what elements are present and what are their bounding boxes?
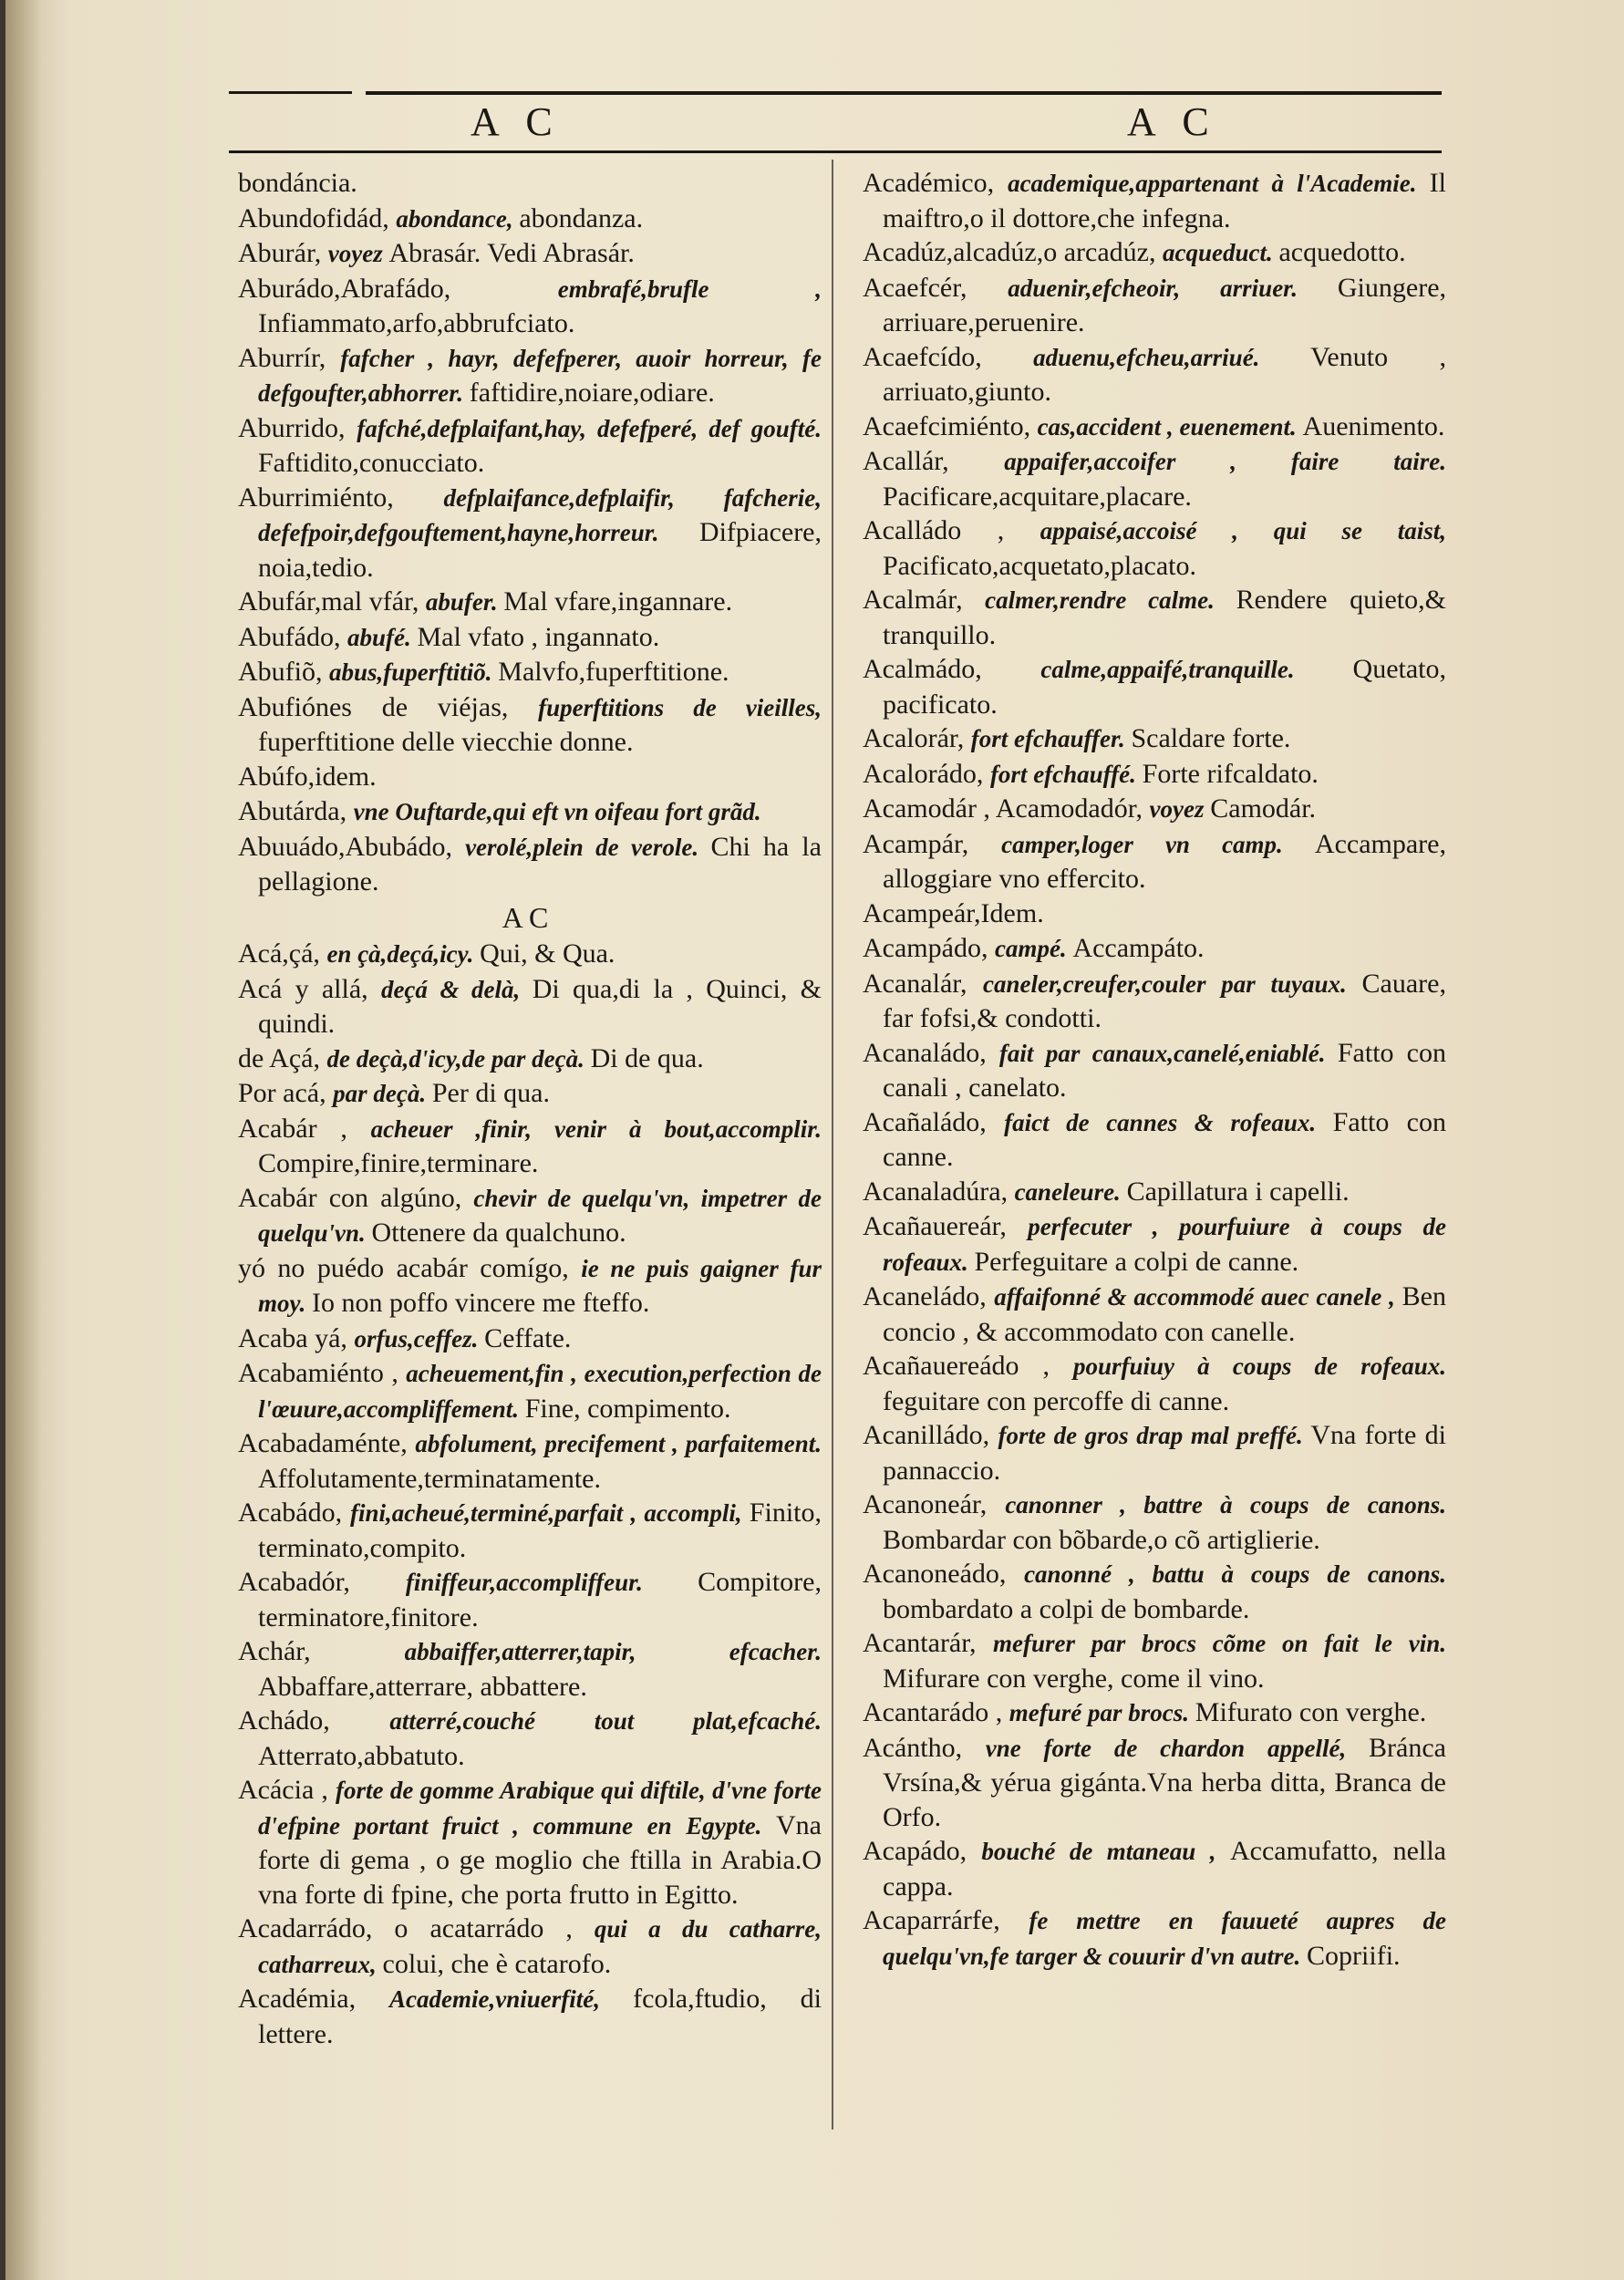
headword: Académia,: [238, 1984, 390, 2014]
dictionary-entry: [229, 1112, 822, 1181]
french-gloss: abufé.: [347, 623, 418, 651]
italian-gloss: Io non poffo vincere me fteffo.: [311, 1288, 650, 1318]
french-gloss: abondance,: [396, 204, 520, 233]
italian-gloss: Infiammato,arfo,abbrufciato.: [258, 308, 575, 338]
italian-gloss: Camodár.: [1210, 793, 1317, 824]
dictionary-entry: [229, 236, 822, 272]
headword: Abufiónes de viéjas,: [238, 691, 539, 722]
dictionary-entry: [853, 1349, 1446, 1418]
headword: Abufiõ,: [238, 657, 329, 687]
italian-gloss: Faftidito,conucciato.: [258, 448, 485, 478]
dictionary-entry: [229, 1042, 822, 1077]
dictionary-entry: [853, 409, 1446, 445]
italian-gloss: Qui, & Qua.: [480, 938, 615, 969]
headword: Aburrimiénto,: [238, 482, 444, 513]
french-gloss: forte de gomme Arabique qui diftile, d'vne forte d'efpine portant fruict , commune en Egypte.: [258, 1777, 822, 1840]
headword: Acaefcimiénto,: [863, 410, 1038, 441]
italian-gloss: Ben concio , & accommodato con canelle.: [883, 1281, 1446, 1347]
headword: Acalorár,: [863, 723, 971, 753]
italian-gloss: Giungere, arriuare,peruenire.: [883, 272, 1447, 337]
headword: Acampár,: [863, 828, 1002, 859]
headword: Acanaládo,: [863, 1037, 999, 1068]
left-column: [229, 166, 822, 2051]
dictionary-entry: [229, 1773, 822, 1912]
italian-gloss: Di qua,di la , Quinci, & quindi.: [258, 973, 822, 1039]
french-gloss: deçá & delà,: [380, 975, 533, 1003]
italian-gloss: Venuto , arriuato,giunto.: [883, 341, 1446, 407]
headword: Acañauereár,: [863, 1211, 1029, 1241]
italian-gloss: Abbaffare,atterrare, abbattere.: [258, 1671, 587, 1702]
headword: Acampeár,Idem.: [863, 897, 1044, 928]
french-gloss: abbaiffer,atterrer,tapir, efcacher.: [404, 1638, 822, 1665]
french-gloss: voyez: [327, 240, 389, 267]
italian-gloss: Perfeguitare a colpi de canne.: [974, 1246, 1299, 1277]
italian-gloss: abondanza.: [519, 202, 644, 233]
headword: Abuuádo,Abubádo,: [238, 831, 466, 862]
dictionary-entry: [229, 202, 822, 237]
french-gloss: finiffeur,accompliffeur.: [405, 1569, 698, 1596]
french-gloss: aduenir,efcheoir, arriuer.: [1008, 274, 1338, 302]
french-gloss: acheuement,fin , execution,perfection de l'œuure,accompliffement.: [258, 1360, 822, 1423]
italian-gloss: Mifurare con verghe, come il vino.: [883, 1663, 1265, 1694]
dictionary-entry: [853, 1209, 1446, 1280]
italian-gloss: Rendere quieto,& tranquillo.: [883, 585, 1446, 650]
headword: Aburár,: [238, 238, 328, 268]
italian-gloss: feguitare con percoffe di canne.: [883, 1385, 1230, 1416]
italian-gloss: Bombardar con bõbarde,o cõ artiglierie.: [883, 1524, 1320, 1555]
italian-gloss: Quetato, pacificato.: [883, 654, 1446, 720]
headword: Acaba yá,: [238, 1322, 355, 1353]
french-gloss: en çà,deçá,icy.: [326, 940, 481, 968]
headword: Acamodár , Acamodadór,: [863, 793, 1150, 824]
italian-gloss: Forte rifcaldato.: [1142, 758, 1319, 789]
dictionary-entry: [853, 1557, 1446, 1626]
french-gloss: fort efchauffer.: [970, 725, 1132, 752]
italian-gloss: Affolutamente,terminatamente.: [258, 1463, 601, 1494]
dictionary-entry: [229, 1912, 822, 1982]
headword: Acadarrádo, o acatarrádo ,: [238, 1913, 595, 1943]
french-gloss: acqueduct.: [1162, 239, 1279, 266]
french-gloss: vne Ouftarde,qui eft vn oifeau fort grãd.: [353, 798, 761, 825]
headword: Acabár ,: [238, 1113, 371, 1144]
french-gloss: appaisé,accoisé , qui se taist,: [1040, 517, 1446, 544]
french-gloss: mefurer par brocs cõme on fait le vin.: [993, 1630, 1446, 1657]
italian-gloss: faftidire,noiare,odiare.: [469, 378, 715, 408]
dictionary-entry: [229, 620, 822, 656]
french-gloss: atterré,couché tout plat,efcaché.: [389, 1707, 822, 1735]
italian-gloss: Pacificare,acquitare,placare.: [883, 481, 1192, 512]
italian-gloss: colui, che è catarofo.: [382, 1948, 612, 1979]
italian-gloss: Mal vfato , ingannato.: [417, 621, 660, 652]
headword: Aburrír,: [238, 342, 341, 373]
italian-gloss: Malvfo,fuperftitione.: [498, 657, 729, 687]
dictionary-entry: [229, 1251, 822, 1321]
column-divider: [832, 160, 833, 2130]
french-gloss: forte de gros drap mal preffé.: [998, 1422, 1311, 1449]
dictionary-entry: [853, 1834, 1446, 1903]
italian-gloss: Accamufatto, nella cappa.: [883, 1836, 1446, 1902]
french-gloss: orfus,ceffez.: [354, 1324, 485, 1352]
dictionary-entry: [853, 1036, 1446, 1105]
french-gloss: canonner , battre à coups de canons.: [1005, 1491, 1446, 1518]
french-gloss: campé.: [994, 935, 1073, 962]
french-gloss: caneleure.: [1014, 1177, 1127, 1206]
headword: Acapádo,: [863, 1836, 982, 1866]
italian-gloss: Compire,finire,terminare.: [258, 1148, 539, 1178]
dictionary-entry: [229, 1982, 822, 2051]
french-gloss: chevir de quelqu'vn, impetrer de quelqu'vn.: [258, 1184, 822, 1247]
italian-gloss: Accampare, alloggiare vno effercito.: [883, 828, 1446, 894]
italian-gloss: Ceffate.: [484, 1322, 572, 1353]
headword: Acanalár,: [863, 968, 984, 999]
italian-gloss: Vna forte di gema , o ge moglio che ftilla in Arabia.O vna forte di fpine, che porta frutto in Egitto.: [258, 1809, 822, 1910]
dictionary-entry: [853, 1903, 1446, 1974]
italian-gloss: Mifurato con verghe.: [1195, 1697, 1427, 1727]
dictionary-entry: [229, 1704, 822, 1773]
french-gloss: appaifer,accoifer , faire taire.: [1004, 448, 1446, 475]
italian-gloss: bombardato a colpi de bombarde.: [883, 1593, 1250, 1624]
headword: Acanoneádo,: [863, 1559, 1025, 1589]
italian-gloss: Per di qua.: [431, 1078, 550, 1108]
headword: bondáncia.: [238, 168, 357, 198]
headword: Acanaladúra,: [863, 1176, 1015, 1207]
italian-gloss: Auenimento.: [1302, 410, 1445, 441]
italian-gloss: Fine, compimento.: [524, 1393, 731, 1424]
running-head-left: A C: [471, 99, 562, 144]
dictionary-entry: [853, 827, 1446, 896]
headword: Acañauereádo ,: [863, 1351, 1073, 1381]
headword: Acabadór,: [238, 1567, 406, 1597]
headword: Acabár con algúno,: [238, 1182, 474, 1213]
french-gloss: pourfuiuy à coups de rofeaux.: [1072, 1352, 1446, 1380]
italian-gloss: Vna forte di pannaccio.: [883, 1420, 1447, 1486]
italian-gloss: Fatto con canali , canelato.: [883, 1037, 1446, 1103]
headword: Acañaládo,: [863, 1106, 1005, 1137]
dictionary-entry: [229, 1634, 822, 1704]
headword: Acá,çá,: [238, 938, 327, 969]
french-gloss: abufer.: [425, 588, 504, 616]
dictionary-entry: [853, 967, 1446, 1036]
dictionary-entry: [229, 794, 822, 830]
headword: Acalmádo,: [863, 654, 1041, 684]
dictionary-entry: [853, 792, 1446, 827]
headword: Acalorádo,: [863, 758, 990, 789]
headword: Acadúz,alcadúz,o arcadúz,: [863, 237, 1163, 267]
french-gloss: aduenu,efcheu,arriué.: [1033, 343, 1311, 371]
french-gloss: voyez: [1149, 795, 1211, 823]
dictionary-entry: [853, 1418, 1446, 1487]
dictionary-entry: [853, 166, 1446, 235]
french-gloss: acheuer ,finir, venir à bout,accomplir.: [370, 1114, 822, 1143]
french-gloss: fini,acheué,terminé,parfait , accompli,: [350, 1499, 750, 1527]
dictionary-entry: [853, 235, 1446, 271]
headword: Acanilládo,: [863, 1420, 998, 1450]
headword: Abundofidád,: [238, 202, 397, 233]
top-rule-right: [366, 91, 1442, 95]
dictionary-entry: [229, 1076, 822, 1112]
dictionary-entry: [229, 272, 822, 341]
italian-gloss: Accampáto.: [1072, 933, 1205, 963]
headword: Acaneládo,: [863, 1281, 995, 1311]
italian-gloss: fcola,ftudio, di lettere.: [258, 1984, 822, 2049]
dictionary-entry: [229, 1181, 822, 1251]
french-gloss: affaifonné & accommodé auec canele ,: [994, 1283, 1402, 1311]
headword: Aburádo,Abrafádo,: [238, 273, 558, 304]
dictionary-entry: [853, 652, 1446, 721]
headword: Achádo,: [238, 1705, 390, 1736]
dictionary-entry: [229, 166, 822, 202]
headword: Abufádo,: [238, 621, 347, 652]
italian-gloss: Chi ha la pellagione.: [258, 831, 822, 896]
dictionary-entry: [853, 1695, 1446, 1731]
dictionary-entry: [853, 1105, 1446, 1175]
dictionary-entry: [229, 760, 822, 795]
dictionary-entry: [853, 1731, 1446, 1835]
french-gloss: bouché de mtaneau ,: [981, 1838, 1231, 1865]
italian-gloss: Copriifi.: [1307, 1940, 1401, 1971]
headword: Acaefcído,: [863, 341, 1034, 372]
headword: Acampádo,: [863, 933, 995, 963]
headword: Acácia ,: [238, 1775, 336, 1805]
italian-gloss: Il maiftro,o il dottore,che infegna.: [883, 168, 1446, 233]
headword: Aburrido,: [238, 412, 357, 443]
french-gloss: par deçà.: [333, 1080, 432, 1107]
top-rule-left: [229, 91, 352, 94]
dictionary-entry: [229, 937, 822, 972]
headword: Acabadaménte,: [238, 1428, 416, 1458]
dictionary-entry: [853, 931, 1446, 967]
italian-gloss: Compitore, terminatore,finitore.: [258, 1567, 822, 1632]
french-gloss: fort efchauffé.: [989, 760, 1143, 788]
headword: Acantarádo ,: [863, 1697, 1009, 1727]
french-gloss: ie ne puis gaigner fur moy.: [258, 1254, 822, 1317]
dictionary-entry: [853, 1626, 1446, 1695]
headword: Acallár,: [863, 446, 1005, 476]
dictionary-entry: [853, 1280, 1446, 1349]
dictionary-entry: [853, 444, 1446, 513]
headword: Acántho,: [863, 1732, 986, 1763]
dictionary-entry: [229, 1356, 822, 1426]
french-gloss: caneler,creufer,couler par tuyaux.: [983, 969, 1362, 998]
french-gloss: fafcher , hayr, defefperer, auoir horreur, fe defgoufter,abhorrer.: [258, 344, 822, 407]
french-gloss: qui a du catharre, catharreux,: [258, 1915, 822, 1978]
italian-gloss: Finito, terminato,compito.: [258, 1498, 822, 1563]
headword: Acabamiénto ,: [238, 1358, 407, 1388]
dictionary-entry: [853, 513, 1446, 583]
french-gloss: embrafé,brufle ,: [557, 275, 822, 303]
french-gloss: faict de cannes & rofeaux.: [1004, 1108, 1333, 1136]
french-gloss: fuperftitions de vieilles,: [538, 693, 822, 721]
dictionary-entry: [229, 481, 822, 586]
dictionary-entry: [229, 1321, 822, 1357]
italian-gloss: Scaldare forte.: [1131, 723, 1291, 753]
french-gloss: Academie,vniuerfité,: [389, 1985, 634, 2013]
running-head-right: A C: [1127, 99, 1218, 144]
french-gloss: cas,accident , euenement.: [1037, 412, 1303, 440]
french-gloss: abfolument, precifement , parfaitement.: [415, 1430, 822, 1457]
dictionary-entry: [229, 655, 822, 690]
french-gloss: verolé,plein de verole.: [465, 833, 711, 861]
headword: yó no puédo acabár comígo,: [238, 1252, 582, 1283]
italian-gloss: Mal vfare,ingannare.: [503, 586, 733, 617]
french-gloss: camper,loger vn camp.: [1001, 830, 1315, 858]
italian-gloss: Atterrato,abbatuto.: [258, 1740, 465, 1771]
dictionary-entry: [853, 1487, 1446, 1557]
french-gloss: fait par canaux,canelé,eniablé.: [998, 1039, 1338, 1067]
dictionary-entry: [229, 1496, 822, 1565]
headword: Abúfo,idem.: [238, 761, 377, 792]
italian-gloss: Di de qua.: [590, 1042, 704, 1073]
french-gloss: vne forte de chardon appellé,: [985, 1734, 1370, 1762]
french-gloss: fafché,defplaifant,hay, defefperé, def goufté.: [357, 414, 822, 442]
french-gloss: academique,appartenant à l'Academie.: [1008, 170, 1430, 197]
dictionary-entry: [853, 721, 1446, 757]
dictionary-entry: [853, 271, 1446, 340]
italian-gloss: Ottenere da qualchuno.: [371, 1218, 626, 1248]
headword: Por acá,: [238, 1078, 334, 1108]
french-gloss: abus,fuperftitiõ.: [329, 658, 499, 686]
right-column: [853, 166, 1446, 1974]
dictionary-entry: [229, 830, 822, 899]
italian-gloss: fuperftitione delle viecchie donne.: [258, 727, 634, 757]
french-gloss: mefuré par brocs.: [1009, 1699, 1195, 1726]
headword: Acaefcér,: [863, 272, 1009, 303]
dictionary-entry: [853, 340, 1446, 409]
dictionary-page: [5, 0, 1624, 2280]
dictionary-entry: [853, 896, 1446, 932]
headword: Acá y allá,: [238, 973, 381, 1004]
dictionary-entry: [853, 1175, 1446, 1210]
headword: Acantarár,: [863, 1628, 994, 1658]
dictionary-entry: [229, 690, 822, 760]
french-gloss: perfecuter , pourfuiure à coups de rofeaux.: [883, 1213, 1446, 1276]
italian-gloss: Cauare, far fofsi,& condotti.: [883, 968, 1446, 1033]
italian-gloss: Difpiacere, noia,tedio.: [258, 517, 822, 583]
header-rule: [229, 150, 1442, 153]
headword: Acaparrárfe,: [863, 1905, 1029, 1935]
headword: Achár,: [238, 1636, 405, 1666]
headword: Académico,: [863, 168, 1009, 198]
dictionary-entry: [229, 585, 822, 620]
headword: de Açá,: [238, 1042, 327, 1073]
italian-gloss: Capillatura i capelli.: [1126, 1176, 1350, 1207]
headword: Acanoneár,: [863, 1489, 1006, 1519]
italian-gloss: Abrasár. Vedi Abrasár.: [388, 238, 635, 268]
dictionary-entry: [229, 341, 822, 411]
french-gloss: defplaifance,defplaifir, fafcherie, defefpoir,defgouftement,hayne,horreur.: [258, 483, 822, 546]
headword: Abutárda,: [238, 796, 354, 826]
french-gloss: de deçà,d'icy,de par deçà.: [326, 1044, 591, 1073]
dictionary-entry: [229, 1565, 822, 1634]
headword: Abufár,mal vfár,: [238, 586, 426, 617]
dictionary-entry: [229, 1426, 822, 1496]
headword: Acalládo ,: [863, 515, 1040, 545]
section-head: A C: [502, 900, 549, 934]
dictionary-entry: [229, 972, 822, 1042]
french-gloss: canonné , battu à coups de canons.: [1024, 1560, 1446, 1588]
french-gloss: calme,appaifé,tranquille.: [1040, 656, 1353, 683]
dictionary-entry: [229, 411, 822, 481]
dictionary-entry: [853, 583, 1446, 652]
italian-gloss: Pacificato,acquetato,placato.: [883, 550, 1196, 581]
dictionary-entry: [853, 757, 1446, 793]
italian-gloss: acquedotto.: [1278, 237, 1406, 267]
headword: Acalmár,: [863, 585, 986, 615]
italian-gloss: Fatto con canne.: [883, 1106, 1446, 1172]
french-gloss: fe mettre en fauueté aupres de quelqu'vn,fe targer & couurir d'vn autre.: [883, 1907, 1446, 1970]
italian-gloss: Bránca Vrsína,& yérua gigánta.Vna herba ditta, Branca de Orfo.: [883, 1732, 1446, 1832]
french-gloss: calmer,rendre calme.: [985, 586, 1236, 614]
headword: Acabádo,: [238, 1498, 351, 1528]
